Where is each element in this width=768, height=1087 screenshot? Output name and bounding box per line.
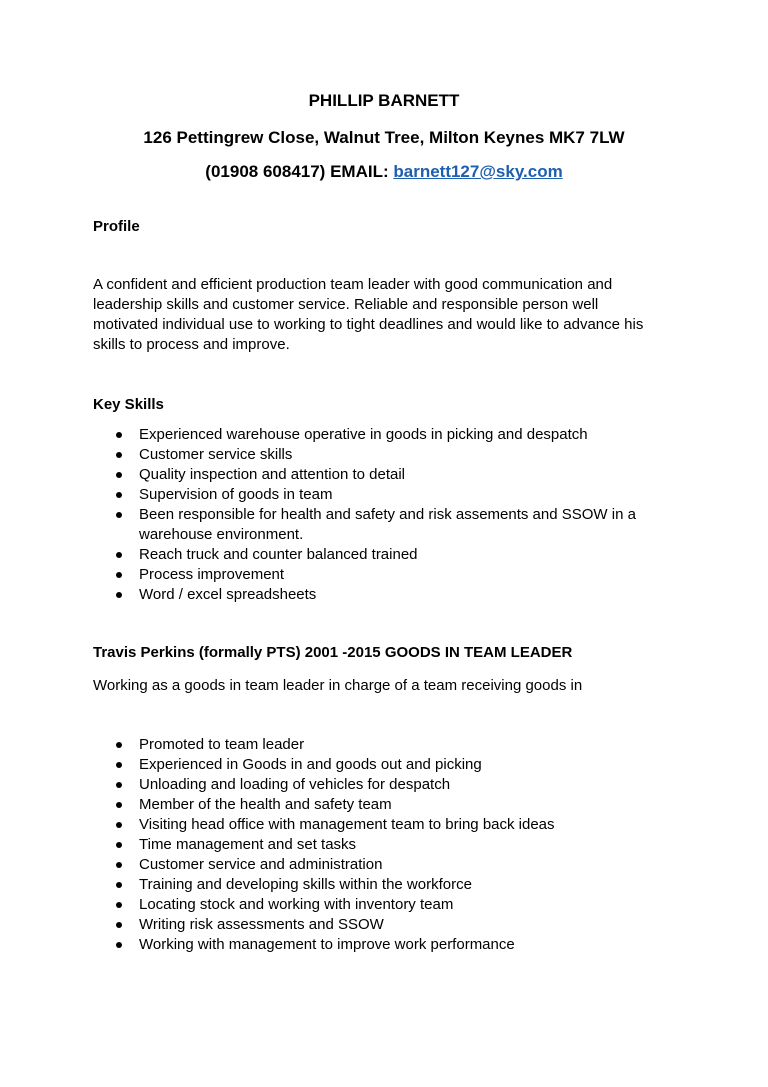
bullet-icon (116, 472, 122, 478)
list-item: Reach truck and counter balanced trained (0, 545, 659, 565)
list-item: Time management and set tasks (0, 835, 555, 855)
bullet-icon (116, 942, 122, 948)
list-item: Experienced warehouse operative in goods in picking and despatch (0, 425, 659, 445)
list-item: Promoted to team leader (0, 735, 555, 755)
bullet-icon (116, 742, 122, 748)
profile-line: A confident and efficient production team leader with good communication and (93, 276, 613, 293)
bullet-icon (116, 822, 122, 828)
bullet-icon (116, 862, 122, 868)
list-item: Customer service skills (0, 445, 659, 465)
bullet-icon (116, 922, 122, 928)
list-item: Unloading and loading of vehicles for despatch (0, 775, 555, 795)
profile-heading: Profile (93, 218, 140, 235)
job-heading: Travis Perkins (formally PTS) 2001 -2015 GOODS IN TEAM LEADER (93, 644, 573, 661)
bullet-icon (116, 592, 122, 598)
bullet-icon (116, 782, 122, 788)
job-summary: Working as a goods in team leader in charge of a team receiving goods in (93, 677, 583, 694)
list-item: Locating stock and working with inventory team (0, 895, 555, 915)
bullet-icon (116, 452, 122, 458)
profile-line: leadership skills and customer service. Reliable and responsible person well (93, 296, 599, 313)
bullet-icon (116, 902, 122, 908)
phone-label: (01908 608417) EMAIL: (205, 162, 389, 181)
bullet-icon (116, 802, 122, 808)
job-duties-list (0, 735, 555, 955)
bullet-icon (116, 492, 122, 498)
email-link[interactable]: barnett127@sky.com (393, 162, 563, 181)
bullet-icon (116, 552, 122, 558)
list-item: Process improvement (0, 565, 659, 585)
bullet-icon (116, 762, 122, 768)
bullet-icon (116, 572, 122, 578)
candidate-address: 126 Pettingrew Close, Walnut Tree, Milton Keynes MK7 7LW (143, 128, 625, 147)
candidate-name: PHILLIP BARNETT (308, 91, 460, 110)
list-item: Quality inspection and attention to detail (0, 465, 659, 485)
profile-line: skills to process and improve. (93, 336, 290, 353)
bullet-icon (116, 842, 122, 848)
bullet-icon (116, 432, 122, 438)
bullet-icon (116, 882, 122, 888)
list-item: Supervision of goods in team (0, 485, 659, 505)
list-item: Writing risk assessments and SSOW (0, 915, 555, 935)
list-item: Working with management to improve work performance (0, 935, 555, 955)
list-item: Training and developing skills within the workforce (0, 875, 555, 895)
list-item: Visiting head office with management team to bring back ideas (0, 815, 555, 835)
key-skills-heading: Key Skills (93, 396, 164, 413)
list-item: Member of the health and safety team (0, 795, 555, 815)
list-item: Customer service and administration (0, 855, 555, 875)
contact-line (0, 161, 768, 183)
list-item: Been responsible for health and safety and risk assements and SSOW in a warehouse environment. (0, 505, 659, 545)
profile-paragraph (93, 275, 693, 355)
list-item: Word / excel spreadsheets (0, 585, 659, 605)
key-skills-list (0, 425, 659, 605)
list-item: Experienced in Goods in and goods out and picking (0, 755, 555, 775)
bullet-icon (116, 512, 122, 518)
profile-line: motivated individual use to working to tight deadlines and would like to advance his (93, 316, 644, 333)
